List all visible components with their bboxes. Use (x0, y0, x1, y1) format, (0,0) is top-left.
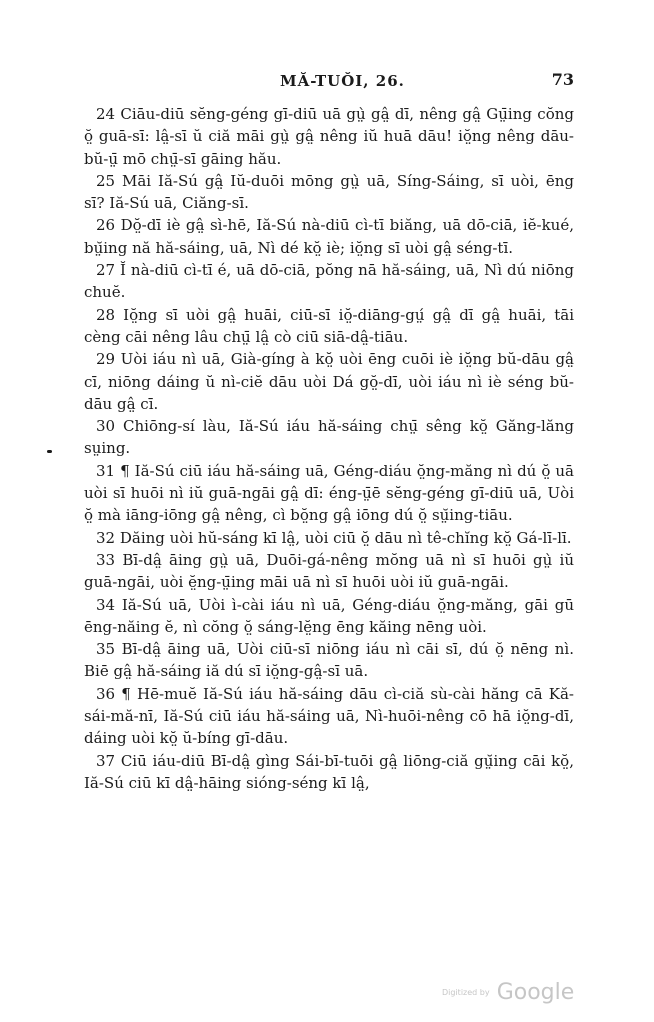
verse-30: 30 Chiōng-sí làu, Iă-Sú iáu hă-sáing chṳ̄ sêng kŏ̤ Găng-lăng sṳing. (84, 417, 574, 458)
verse-29: 29 Uòi iáu nì uā, Già-gíng à kŏ̤ uòi ēng cuōi iè iŏ̤ng bŭ-dāu gâ̤ cī, niōng dáing ŭ nì-ciĕ dāu uòi Dá gŏ̤-dī, uòi iáu nì iè séng bŭ-dāu gâ̤ cī. (84, 350, 574, 413)
verse-32: 32 Dăing uòi hŭ-sáng kī lâ̤, uòi ciū ŏ̤ dāu nì tê-chĭng kŏ̤ Gá-lī-lī. (96, 528, 572, 547)
verse-25: 25 Māi Iă-Sú gâ̤ Iŭ-duōi mōng gṳ̀ uā, Síng-Sáing, sī uòi, ēng sī? Iă-Sú uā, Ciăng-sī. (84, 171, 574, 213)
verse-37: 37 Ciū iáu-diū Bī-dâ̤ gìng Sái-bī-tuōi gâ̤ liōng-ciă gṳ̆ing cāi kŏ̤, Iă-Sú ciū kī dâ̤-hāing sióng-séng kī lâ̤, (84, 751, 574, 792)
verse-34: 34 Iă-Sú uā, Uòi ì-cài iáu nì uā, Géng-diáu ŏ̤ng-măng, gāi gū ēng-năing ĕ, nì cŏng ŏ̤ sáng-lĕ̤ng ēng kăing nēng uòi. (84, 595, 574, 636)
verse-24: 24 Ciāu-diū sĕng-géng gī-diū uā gṳ̀ gâ̤ dī, nêng gâ̤ Gṳ̄ing cŏng ŏ̤ guā-sī: lâ̤-sī ŭ ciă māi gṳ̀ gâ̤ nêng iŭ huā dāu! iŏ̤ng nêng dāu-bŭ-ṳ̄ mō chṳ̄-sī gāing hău. (84, 105, 574, 168)
verse-28: 28 Iŏ̤ng sī uòi gâ̤ huāi, ciū-sī iŏ̤-diāng-gṳ́ gâ̤ dī gâ̤ huāi, tāi cèng cāi nêng lâu chṳ̄ lâ̤ cò ciū siā-dâ̤-tiāu. (84, 305, 574, 346)
verse-31: 31 ¶ Iă-Sú ciū iáu hă-sáing uā, Géng-diáu ŏ̤ng-măng nì dú ŏ̤ uā uòi sī huōi nì iŭ guā-ngāi gâ̤ dī: éng-ṳ̄ē sĕng-géng gī-diū uā, Uòi ŏ̤ mà iāng-iōng gâ̤ nêng, cì bŏ̤ng gâ̤ iōng dú ŏ̤ sṳ̆ing-tiāu. (84, 461, 574, 525)
verse-text-block (84, 103, 574, 794)
verse-33: 33 Bī-dâ̤ āing gṳ̀ uā, Duōi-gá-nêng mŏng uā nì sī huōi gṳ̀ iŭ guā-ngāi, uòi ĕ̤ng-ṳ̄ing māi uā nì sī huōi uòi iŭ guā-ngāi. (84, 550, 574, 592)
watermark-brand: Google (496, 980, 575, 1005)
margin-ink-dot (47, 450, 52, 453)
page-header (80, 70, 574, 94)
running-title: MĂ-TUŎI, 26. (280, 72, 405, 90)
verse-26: 26 Dŏ̤-dī iè gâ̤ sì-hē, Iă-Sú nà-diū cì-tī biăng, uā dō-ciā, iĕ-kué, bṳ̆ing nă hă-sáing, uā, Nì dé kŏ̤ iè; iŏ̤ng sī uòi gâ̤ séng-tī. (84, 216, 574, 257)
page-number: 73 (551, 70, 574, 89)
verse-35: 35 Bī-dâ̤ āing uā, Uòi ciū-sī niōng iáu nì cāi sī, dú ŏ̤ nēng nì. Biē gâ̤ hă-sáing iă dú sī iŏ̤ng-gâ̤-sī uā. (84, 640, 574, 681)
digitization-watermark (442, 980, 574, 1005)
verse-36: 36 ¶ Hē-muĕ Iă-Sú iáu hă-sáing dāu cì-ciă sù-cài hăng cā Kă-sái-mă-nī, Iă-Sú ciū iáu hă-sáing uā, Nì-huōi-nêng cō hā iŏ̤ng-dī, dáing uòi kŏ̤ ŭ-bíng gī-dāu. (84, 684, 574, 748)
watermark-prefix: Digitized by (442, 988, 490, 997)
verse-27: 27 Ĭ nà-diū cì-tī é, uā dō-ciā, pŏng nā hă-sáing, uā, Nì dú niōng chuĕ. (84, 261, 574, 302)
